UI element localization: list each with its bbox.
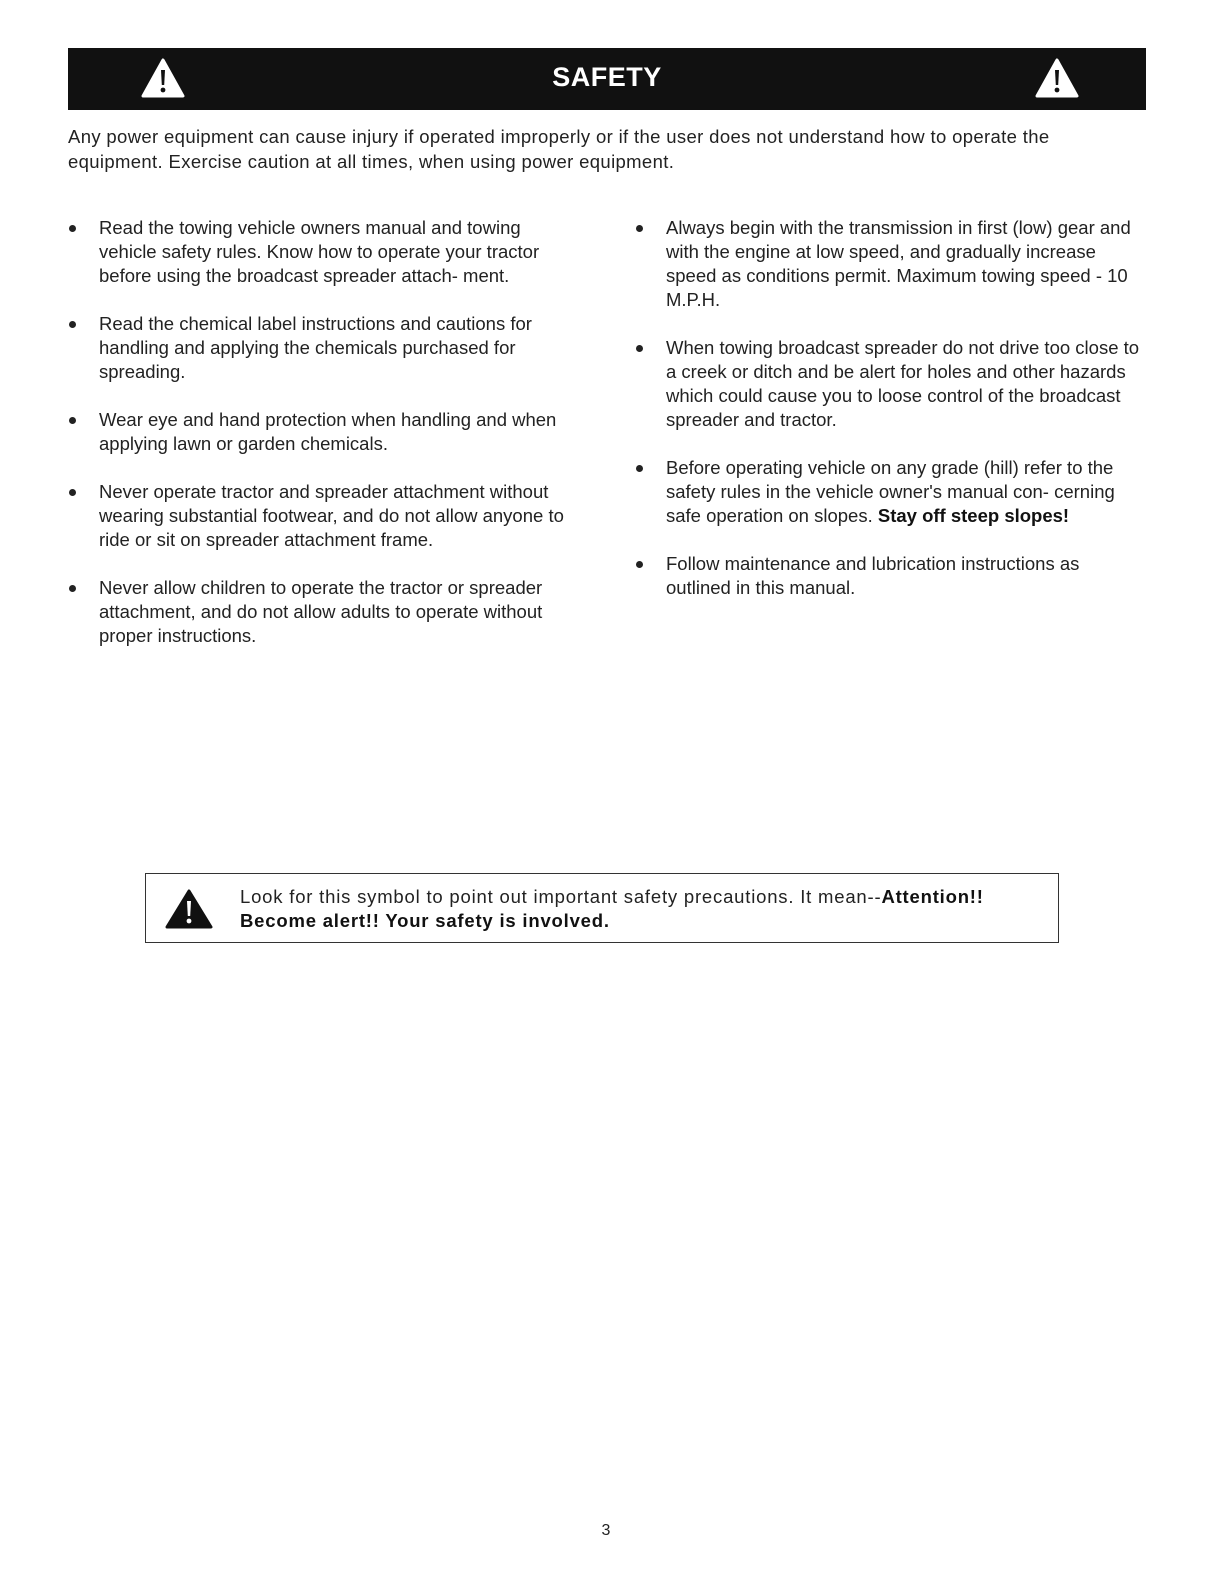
safety-banner xyxy=(68,48,1146,110)
rule-text: Never operate tractor and spreader attachment without wearing substantial footwear, and do not allow anyone to ride or sit on spreader attachment frame. xyxy=(99,481,564,550)
safety-rule xyxy=(66,576,576,648)
bullet-icon xyxy=(69,321,76,328)
rule-text: Before operating vehicle on any grade (hill) refer to the safety rules in the vehicle owner's manual con- cerning safe operation on slopes. xyxy=(666,457,1115,526)
page-number: 3 xyxy=(601,1522,611,1539)
intro-paragraph: Any power equipment can cause injury if operated improperly or if the user does not understand how to operate the equipment. Exercise caution at all times, when using power equipment. xyxy=(68,126,1050,172)
rule-text: Follow maintenance and lubrication instructions as outlined in this manual. xyxy=(666,553,1080,598)
safety-rule xyxy=(633,336,1145,432)
rule-text: When towing broadcast spreader do not drive too close to a creek or ditch and be alert for holes and other hazards which could cause you to loose control of the broadcast spreader and tractor. xyxy=(666,337,1140,430)
alert-text xyxy=(240,885,1050,933)
safety-rule xyxy=(633,216,1145,312)
safety-rules-right xyxy=(633,216,1145,624)
rule-text: Never allow children to operate the tractor or spreader attachment, and do not allow adults to operate without proper instructions. xyxy=(99,577,543,646)
section-title: SAFETY xyxy=(552,62,662,92)
rule-text: Always begin with the transmission in first (low) gear and with the engine at low speed, and gradually increase speed as conditions permit. Maximum towing speed - 10 M.P.H. xyxy=(666,217,1131,310)
rule-emphasis: Stay off steep slopes! xyxy=(877,505,1070,526)
bullet-icon xyxy=(69,489,76,496)
bullet-icon xyxy=(636,561,643,568)
alert-emphasis: Attention!! Become alert!! Your safety is involved. xyxy=(240,886,984,931)
warning-triangle-icon xyxy=(1034,57,1080,99)
bullet-icon xyxy=(69,585,76,592)
safety-rule xyxy=(66,216,576,288)
bullet-icon xyxy=(636,345,643,352)
rule-text: Read the chemical label instructions and cautions for handling and applying the chemicals purchased for spreading. xyxy=(99,313,532,382)
bullet-icon xyxy=(69,225,76,232)
safety-alert-box xyxy=(145,873,1059,943)
safety-rule xyxy=(66,312,576,384)
safety-rule xyxy=(66,408,576,456)
safety-rule xyxy=(633,456,1145,528)
bullet-icon xyxy=(636,465,643,472)
safety-rules-left xyxy=(66,216,576,672)
warning-triangle-icon xyxy=(164,888,214,930)
safety-rule xyxy=(633,552,1145,600)
rule-text: Wear eye and hand protection when handling and when applying lawn or garden chemicals. xyxy=(99,409,557,454)
rule-text: Read the towing vehicle owners manual and towing vehicle safety rules. Know how to operate your tractor before using the broadcast spreader attach- ment. xyxy=(99,217,540,286)
bullet-icon xyxy=(636,225,643,232)
bullet-icon xyxy=(69,417,76,424)
alert-message: Look for this symbol to point out important safety precautions. It mean-- xyxy=(240,886,882,907)
safety-rule xyxy=(66,480,576,552)
